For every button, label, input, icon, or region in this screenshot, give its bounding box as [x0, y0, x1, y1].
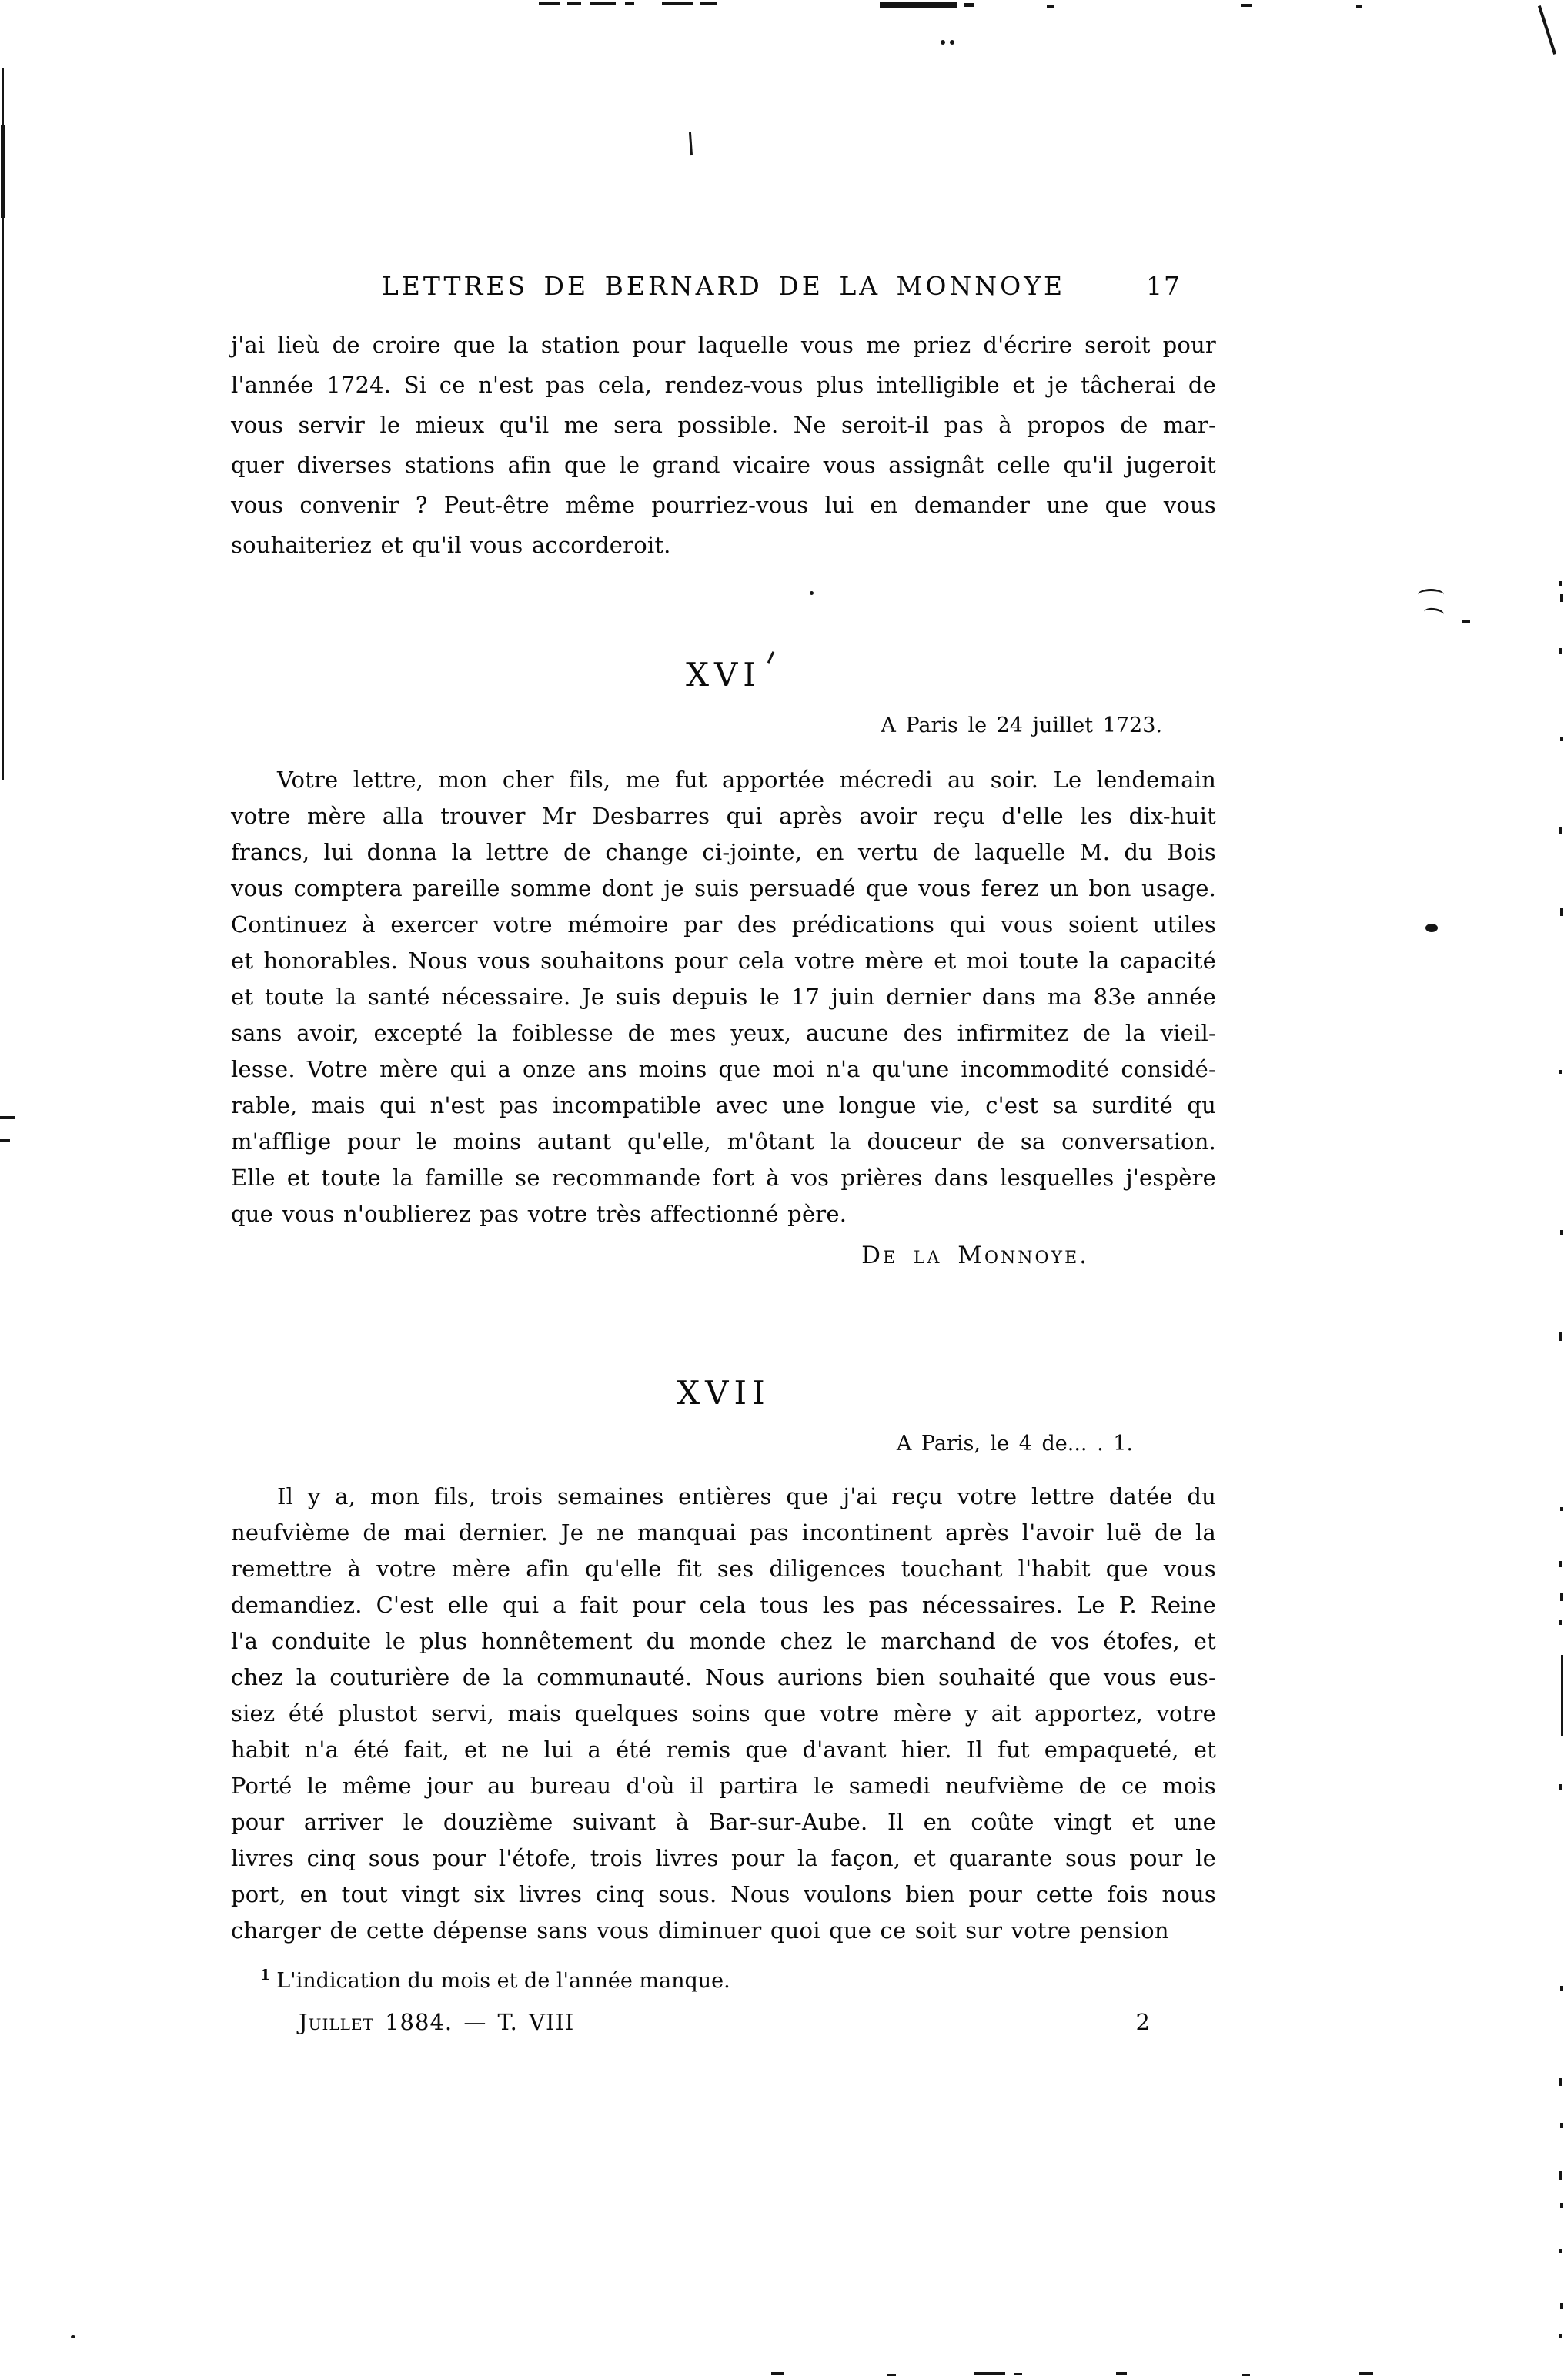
text-line: vous servir le mieux qu'il me sera possible. Ne seroit-il pas à propos de mar- [231, 412, 1216, 438]
scan-artifact [1560, 2303, 1563, 2309]
letter-xvii [231, 1374, 1216, 1949]
scan-artifact [1116, 2372, 1127, 2375]
letter-xvii-body [231, 1479, 1216, 1949]
text-line: souhaiteriez et qu'il vous accorderoit. [231, 532, 671, 558]
scan-artifact [1560, 1986, 1563, 1991]
scan-artifact [1561, 1655, 1563, 1736]
scan-artifact [0, 1116, 15, 1119]
volume-imprint: Juillet 1884. — T. VIII [299, 2009, 575, 2035]
text-line: habit n'a été fait, et ne lui a été remis que d'avant hier. Il fut empaqueté, et [231, 1737, 1216, 1763]
scan-artifact [1559, 2249, 1562, 2253]
scan-artifact [1560, 1593, 1563, 1601]
text-line: m'afflige pour le moins autant qu'elle, m'ôtant la douceur de sa conversation. [231, 1128, 1216, 1155]
text-line: Elle et toute la famille se recommande fort à vos prières dans lesquelles j'espère [231, 1165, 1216, 1191]
page-header [231, 271, 1216, 305]
text-line: lesse. Votre mère qui a onze ans moins que moi n'a qu'une incommodité considé- [231, 1056, 1216, 1082]
scan-artifact [771, 2372, 784, 2375]
scan-artifact [0, 1139, 10, 1142]
footnote [231, 1961, 1216, 1995]
scan-artifact [71, 2335, 75, 2338]
scan-artifact [1014, 2373, 1022, 2375]
scan-artifact [1560, 737, 1563, 741]
scan-artifact [1559, 1620, 1562, 1625]
text-line: rable, mais qui n'est pas incompatible avec une longue vie, c'est sa surdité qu [231, 1092, 1216, 1118]
letter-xvi-body [231, 762, 1216, 1232]
letter-xvi-heading: XVI [686, 656, 761, 694]
scan-artifact [1559, 1561, 1562, 1567]
letter-xvi-signature: De la Monnoye. [861, 1242, 1089, 1269]
scan-artifact [1, 125, 5, 218]
scan-artifact [1242, 2374, 1250, 2376]
footnote-marker: 1 [260, 1967, 271, 1984]
scan-artifact [1560, 908, 1563, 916]
text-line: neufvième de mai dernier. Je ne manquai pas incontinent après l'avoir luë de la [231, 1519, 1216, 1546]
page-number: 17 [1146, 271, 1181, 301]
scan-artifact [1423, 607, 1445, 619]
scan-artifact [1560, 594, 1563, 602]
scan-artifact [1538, 5, 1556, 55]
scan-artifact [1559, 2334, 1562, 2338]
scan-artifact [1559, 1784, 1562, 1790]
scan-artifact [1560, 1507, 1563, 1511]
footnote-text: L'indication du mois et de l'année manque. [276, 1969, 730, 1993]
text-line: vous comptera pareille somme dont je suis persuadé que vous ferez un bon usage. [231, 875, 1216, 901]
scan-artifact [1418, 589, 1444, 600]
scan-artifact [1559, 827, 1562, 834]
scan-artifact [1359, 2372, 1373, 2375]
scan-artifact [1559, 1070, 1562, 1074]
scan-artifact [1425, 924, 1438, 932]
text-line: port, en tout vingt six livres cinq sous. Nous voulons bien pour cette fois nous [231, 1881, 1216, 1907]
scan-artifact [1559, 2078, 1562, 2086]
scan-artifact [1559, 648, 1562, 654]
letter-xvii-dateline: A Paris, le 4 de... . 1. [896, 1432, 1133, 1456]
text-line: l'a conduite le plus honnêtement du monde chez le marchand de vos étofes, et [231, 1628, 1216, 1654]
scan-artifact [1559, 581, 1562, 586]
text-line: votre mère alla trouver Mr Desbarres qui après avoir reçu d'elle les dix-huit [231, 803, 1216, 829]
text-line: quer diverses stations afin que le grand vicaire vous assignât celle qu'il jugeroit [231, 452, 1216, 478]
text-line: livres cinq sous pour l'étofe, trois livres pour la façon, et quarante sous pour le [231, 1845, 1216, 1871]
text-line: Continuez à exercer votre mémoire par des prédications qui vous soient utiles [231, 911, 1216, 938]
scan-artifact [1560, 2203, 1563, 2208]
text-line: sans avoir, excepté la foiblesse de mes yeux, aucune des infirmitez de la vieil- [231, 1020, 1216, 1046]
scan-artifact [1560, 1230, 1563, 1235]
text-line: francs, lui donna la lettre de change ci-jointe, en vertu de laquelle M. du Bois [231, 839, 1216, 865]
scan-artifact [1559, 2171, 1562, 2180]
text-block [231, 0, 1216, 2037]
signature-mark: 2 [1135, 2009, 1150, 2035]
scan-artifact [1241, 4, 1252, 7]
letter-xvi [231, 656, 1216, 1271]
scan-artifact [887, 2374, 896, 2376]
scan-artifact [1559, 1332, 1562, 1341]
page-footer [231, 2007, 1216, 2037]
text-line: et toute la santé nécessaire. Je suis depuis le 17 juin dernier dans ma 83e année [231, 984, 1216, 1010]
text-line: et honorables. Nous vous souhaitons pour cela votre mère et moi toute la capacité [231, 948, 1216, 974]
letter-xvi-dateline: A Paris le 24 juillet 1723. [881, 714, 1162, 737]
text-line: charger de cette dépense sans vous diminuer quoi que ce soit sur votre pension [231, 1917, 1169, 1944]
text-line: Porté le même jour au bureau d'où il partira le samedi neufvième de ce mois [231, 1773, 1216, 1799]
scan-artifact [974, 2372, 1005, 2375]
running-title: LETTRES DE BERNARD DE LA MONNOYE [381, 271, 1066, 301]
intro-paragraph [231, 325, 1216, 565]
text-line: remettre à votre mère afin qu'elle fit ses diligences touchant l'habit que vous [231, 1556, 1216, 1582]
text-line: siez été plustot servi, mais quelques soins que votre mère y ait apportez, votre [231, 1700, 1216, 1727]
text-line: j'ai lieù de croire que la station pour laquelle vous me priez d'écrire seroit pour [231, 332, 1216, 358]
letter-xvii-heading: XVII [677, 1374, 770, 1412]
text-line: pour arriver le douzième suivant à Bar-sur-Aube. Il en coûte vingt et une [231, 1809, 1216, 1835]
text-line: Il y a, mon fils, trois semaines entières que j'ai reçu votre lettre datée du [277, 1483, 1216, 1509]
text-line: vous convenir ? Peut-être même pourriez-vous lui en demander une que vous [231, 492, 1216, 518]
text-line: Votre lettre, mon cher fils, me fut apportée mécredi au soir. Le lendemain [277, 767, 1216, 793]
text-line: l'année 1724. Si ce n'est pas cela, rendez-vous plus intelligible et je tâcherai de [231, 372, 1216, 398]
scan-artifact [1462, 620, 1470, 623]
text-line: demandiez. C'est elle qui a fait pour cela tous les pas nécessaires. Le P. Reine [231, 1592, 1216, 1618]
scan-artifact [1560, 2123, 1563, 2128]
text-line: chez la couturière de la communauté. Nous aurions bien souhaité que vous eus- [231, 1664, 1216, 1690]
text-line: que vous n'oublierez pas votre très affectionné père. [231, 1201, 847, 1227]
scan-artifact [1356, 5, 1362, 8]
